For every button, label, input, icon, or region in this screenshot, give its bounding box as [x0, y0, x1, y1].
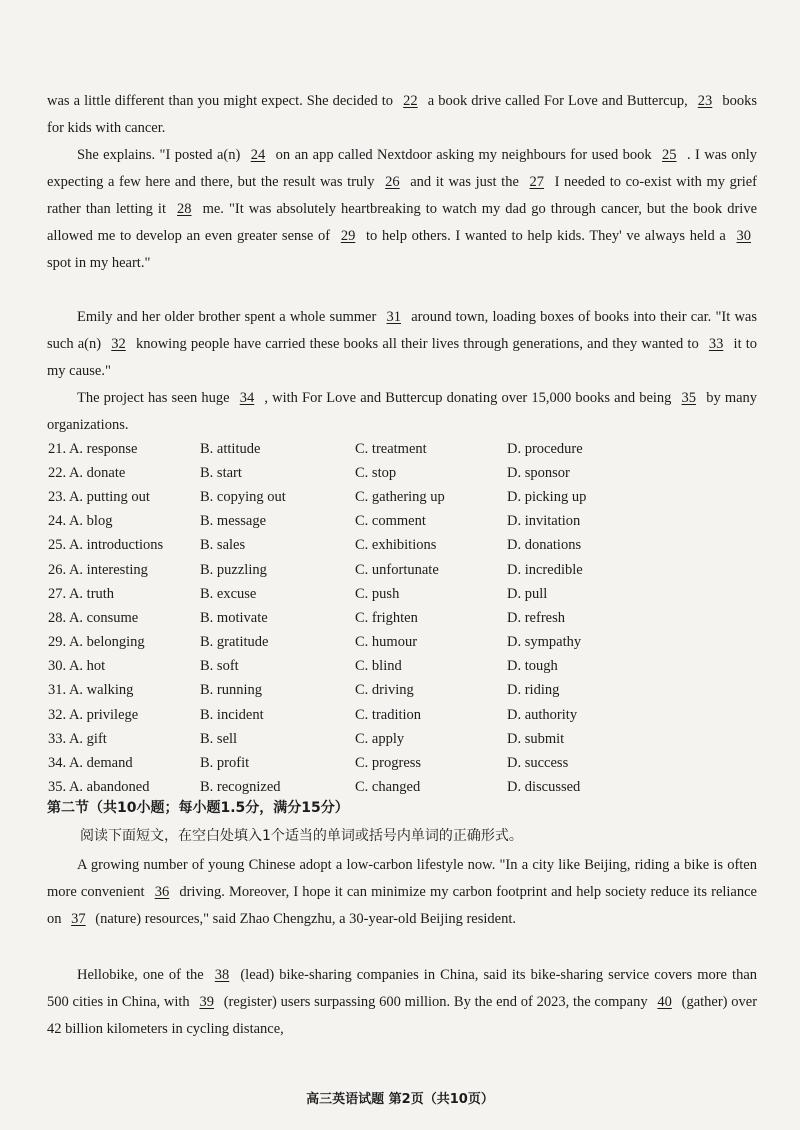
option-c: C. driving [355, 682, 414, 699]
option-c: C. gathering up [355, 488, 445, 505]
option-a: 32. A. privilege [48, 706, 139, 723]
text-segment: to help others. I wanted to help kids. They' ve always held a [366, 228, 726, 244]
text-segment: . I was only expecting a few here and there, but the result was truly [47, 147, 757, 190]
option-a: 21. A. response [48, 440, 138, 457]
text-segment: A growing number of young Chinese adopt a low-carbon lifestyle now. "In a city like Beijing, riding a bike is often more convenient [47, 857, 757, 900]
option-d: D. sponsor [507, 464, 570, 481]
choice-row [48, 679, 758, 703]
blank-38: 38 [214, 967, 230, 983]
blank-28: 28 [177, 201, 192, 217]
option-a: 35. A. abandoned [48, 779, 150, 796]
choice-row [48, 437, 758, 461]
option-d: D. tough [507, 658, 558, 675]
text-segment: Emily and her older brother spent a whole summer [77, 309, 377, 325]
blank-29: 29 [340, 228, 356, 244]
option-d: D. sympathy [507, 634, 582, 651]
choice-row [48, 703, 758, 727]
blank-27: 27 [529, 174, 544, 190]
blank-33: 33 [708, 336, 724, 352]
text-segment: Hellobike, one of the [77, 967, 204, 983]
option-d: D. invitation [507, 513, 581, 530]
blank-34: 34 [239, 390, 255, 406]
option-b: B. attitude [200, 440, 261, 457]
text-segment: it to my cause." [47, 336, 758, 379]
text-segment: The project has seen huge [77, 390, 230, 406]
text-segment: was a little different than you might expect. She decided to [47, 93, 394, 109]
text-segment: on an app called Nextdoor asking my neighbours for used book [275, 147, 652, 163]
text-segment: by many organizations. [47, 390, 758, 433]
option-b: B. profit [200, 755, 250, 772]
passage-b-paragraph-2 [47, 962, 757, 1043]
option-c: C. tradition [355, 706, 422, 723]
option-d: D. authority [507, 706, 578, 723]
option-c: C. treatment [355, 440, 427, 457]
option-a: 23. A. putting out [48, 488, 150, 505]
blank-22: 22 [403, 93, 418, 109]
option-d: D. procedure [507, 440, 583, 457]
choice-row [48, 751, 758, 775]
option-c: C. blind [355, 658, 402, 675]
section-heading: 第二节（共10小题；每小题1.5分，满分15分） [47, 800, 349, 816]
option-b: B. puzzling [200, 561, 267, 578]
option-d: D. incredible [507, 561, 583, 578]
section-instructions: 阅读下面短文，在空白处填入1个适当的单词或括号内单词的正确形式。 [80, 828, 523, 844]
blank-30: 30 [736, 228, 752, 244]
blank-36: 36 [154, 884, 170, 900]
passage-a-paragraph-3 [47, 304, 757, 385]
text-segment: , with For Love and Buttercup donating over 15,000 books and being [264, 390, 672, 406]
option-d: D. refresh [507, 609, 565, 626]
blank-31: 31 [386, 309, 401, 325]
passage-b-paragraph-1 [47, 852, 757, 933]
option-b: B. soft [200, 658, 239, 675]
option-d: D. donations [507, 537, 582, 554]
option-c: C. changed [355, 779, 421, 796]
option-d: D. success [507, 755, 569, 772]
choice-row [48, 727, 758, 751]
choice-row [48, 606, 758, 630]
option-c: C. exhibitions [355, 537, 437, 554]
option-a: 27. A. truth [48, 585, 115, 602]
blank-25: 25 [662, 147, 677, 163]
option-b: B. running [200, 682, 263, 699]
option-c: C. apply [355, 730, 405, 747]
blank-35: 35 [681, 390, 697, 406]
text-segment: driving. Moreover, I hope it can minimize my carbon footprint and help society reduce its reliance on [47, 884, 757, 927]
blank-39: 39 [199, 994, 214, 1010]
text-segment: (register) users surpassing 600 million. By the end of 2023, the company [223, 994, 648, 1010]
text-segment: knowing people have carried these books all their lives through generations, and they wanted to [135, 336, 699, 352]
option-a: 30. A. hot [48, 658, 106, 675]
option-c: C. push [355, 585, 400, 602]
text-segment: (gather) over 42 billion kilometers in cycling distance, [47, 994, 758, 1037]
choice-row [48, 558, 758, 582]
option-d: D. pull [507, 585, 548, 602]
option-a: 28. A. consume [48, 609, 139, 626]
option-a: 29. A. belonging [48, 634, 145, 651]
answer-choices-table [48, 437, 758, 800]
option-a: 24. A. blog [48, 513, 113, 530]
passage-a-paragraph-2 [47, 142, 757, 277]
option-a: 31. A. walking [48, 682, 134, 699]
option-b: B. message [200, 513, 267, 530]
option-b: B. sales [200, 537, 246, 554]
blank-32: 32 [111, 336, 126, 352]
option-c: C. frighten [355, 609, 418, 626]
passage-a-paragraph-4 [47, 385, 757, 439]
option-a: 33. A. gift [48, 730, 107, 747]
option-d: D. discussed [507, 779, 581, 796]
page-footer: 高三英语试题 第2页（共10页） [306, 1092, 494, 1107]
option-a: 34. A. demand [48, 755, 133, 772]
text-segment: books for kids with cancer. [47, 93, 758, 136]
option-b: B. copying out [200, 488, 286, 505]
option-d: D. picking up [507, 488, 587, 505]
option-b: B. excuse [200, 585, 257, 602]
option-c: C. stop [355, 464, 397, 481]
choice-row [48, 510, 758, 534]
option-c: C. comment [355, 513, 426, 530]
text-segment: I needed to co-exist with my grief rather than letting it [47, 174, 758, 217]
choice-row [48, 582, 758, 606]
option-d: D. submit [507, 730, 565, 747]
option-c: C. unfortunate [355, 561, 439, 578]
blank-26: 26 [385, 174, 400, 190]
option-b: B. start [200, 464, 242, 481]
blank-23: 23 [697, 93, 713, 109]
choice-row [48, 655, 758, 679]
option-b: B. incident [200, 706, 264, 723]
choice-row [48, 534, 758, 558]
blank-24: 24 [250, 147, 266, 163]
text-segment: spot in my heart." [47, 255, 151, 271]
text-segment: and it was just the [410, 174, 519, 190]
option-b: B. motivate [200, 609, 268, 626]
option-b: B. recognized [200, 779, 281, 796]
blank-40: 40 [657, 994, 672, 1010]
text-segment: around town, loading boxes of books into their car. "It was such a(n) [47, 309, 758, 352]
text-segment: She explains. "I posted a(n) [77, 147, 241, 163]
option-d: D. riding [507, 682, 560, 699]
choice-row [48, 461, 758, 485]
text-segment: (nature) resources," said Zhao Chengzhu, a 30-year-old Beijing resident. [95, 911, 516, 927]
text-segment: (lead) bike-sharing companies in China, said its bike-sharing service covers more than 500 cities in China, with [47, 967, 758, 1010]
passage-a-paragraph-1 [47, 88, 757, 142]
choice-row [48, 631, 758, 655]
blank-37: 37 [71, 911, 86, 927]
option-a: 26. A. interesting [48, 561, 148, 578]
option-c: C. humour [355, 634, 418, 651]
option-c: C. progress [355, 755, 422, 772]
option-a: 25. A. introductions [48, 537, 164, 554]
text-segment: a book drive called For Love and Buttercup, [427, 93, 688, 109]
option-b: B. gratitude [200, 634, 269, 651]
text-segment: me. "It was absolutely heartbreaking to watch my dad go through cancer, but the book drive allowed me to develop an even greater sense of [47, 201, 758, 244]
option-a: 22. A. donate [48, 464, 126, 481]
choice-row [48, 485, 758, 509]
option-b: B. sell [200, 730, 238, 747]
